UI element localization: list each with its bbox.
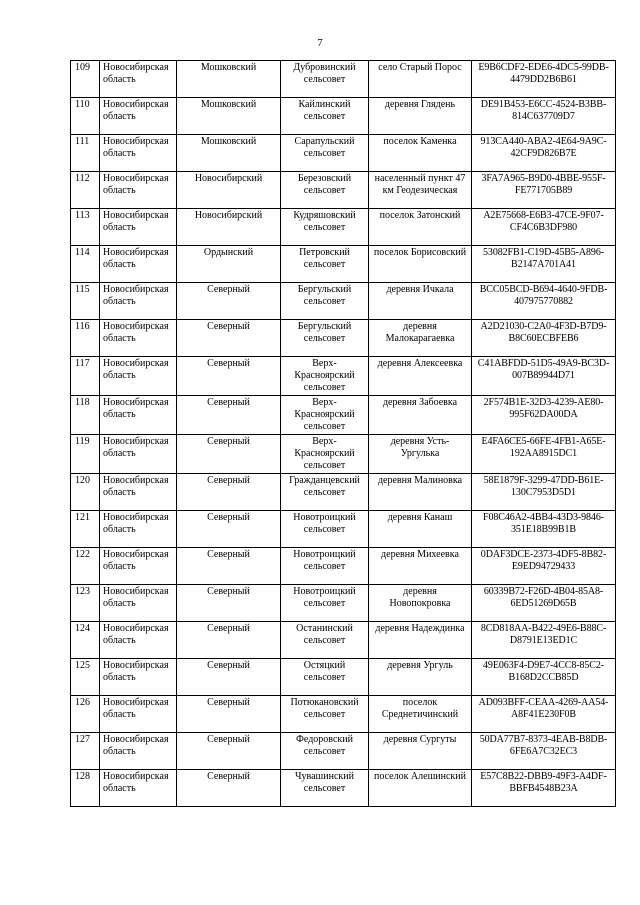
table-row — [71, 209, 616, 246]
district-cell: Новосибирский — [177, 209, 281, 246]
region-cell: Новосибирская область — [100, 548, 177, 585]
council-cell: Новотроицкий сельсовет — [281, 585, 369, 622]
settlement-cell: село Старый Порос — [369, 61, 472, 98]
guid-cell: E4FA6CE5-66FE-4FB1-A65E-192AA8915DC1 — [472, 435, 616, 474]
district-cell: Северный — [177, 585, 281, 622]
row-number: 109 — [71, 61, 100, 98]
district-cell: Северный — [177, 511, 281, 548]
row-number: 118 — [71, 396, 100, 435]
district-cell: Северный — [177, 659, 281, 696]
guid-cell: 3FA7A965-B9D0-4BBE-955F-FE771705B89 — [472, 172, 616, 209]
district-cell: Северный — [177, 696, 281, 733]
row-number: 111 — [71, 135, 100, 172]
settlement-cell: деревня Малокарагаевка — [369, 320, 472, 357]
region-cell: Новосибирская область — [100, 135, 177, 172]
table-row — [71, 659, 616, 696]
settlement-cell: деревня Новопокровка — [369, 585, 472, 622]
guid-cell: 49E063F4-D9E7-4CC8-85C2-B168D2CCB85D — [472, 659, 616, 696]
council-cell: Бергульский сельсовет — [281, 283, 369, 320]
region-cell: Новосибирская область — [100, 396, 177, 435]
council-cell: Чувашинский сельсовет — [281, 770, 369, 807]
table-row — [71, 435, 616, 474]
guid-cell: BCC05BCD-B694-4640-9FDB-407975770882 — [472, 283, 616, 320]
council-cell: Гражданцевский сельсовет — [281, 474, 369, 511]
table-row — [71, 396, 616, 435]
table-row — [71, 61, 616, 98]
region-cell: Новосибирская область — [100, 435, 177, 474]
council-cell: Верх-Красноярский сельсовет — [281, 435, 369, 474]
region-cell: Новосибирская область — [100, 770, 177, 807]
table-row — [71, 98, 616, 135]
guid-cell: A2D21030-C2A0-4F3D-B7D9-B8C60ECBFEB6 — [472, 320, 616, 357]
settlement-cell: поселок Среднетичинский — [369, 696, 472, 733]
row-number: 126 — [71, 696, 100, 733]
table-row — [71, 585, 616, 622]
district-cell: Мошковский — [177, 98, 281, 135]
district-cell: Северный — [177, 357, 281, 396]
row-number: 112 — [71, 172, 100, 209]
table-row — [71, 696, 616, 733]
settlement-cell: поселок Каменка — [369, 135, 472, 172]
region-cell: Новосибирская область — [100, 61, 177, 98]
council-cell: Бергульский сельсовет — [281, 320, 369, 357]
guid-cell: E9B6CDF2-EDE6-4DC5-99DB-4479DD2B6B61 — [472, 61, 616, 98]
row-number: 125 — [71, 659, 100, 696]
region-cell: Новосибирская область — [100, 320, 177, 357]
council-cell: Новотроицкий сельсовет — [281, 548, 369, 585]
row-number: 121 — [71, 511, 100, 548]
council-cell: Сарапульский сельсовет — [281, 135, 369, 172]
settlement-cell: поселок Алешинский — [369, 770, 472, 807]
region-cell: Новосибирская область — [100, 98, 177, 135]
table-row — [71, 135, 616, 172]
council-cell: Кайлинский сельсовет — [281, 98, 369, 135]
district-cell: Северный — [177, 548, 281, 585]
table-row — [71, 246, 616, 283]
table-row — [71, 622, 616, 659]
region-cell: Новосибирская область — [100, 696, 177, 733]
guid-cell: DE91B453-E6CC-4524-B3BB-814C637709D7 — [472, 98, 616, 135]
district-cell: Новосибирский — [177, 172, 281, 209]
settlement-cell: населенный пункт 47 км Геодезическая — [369, 172, 472, 209]
guid-cell: E57C8B22-DBB9-49F3-A4DF-BBFB4548B23A — [472, 770, 616, 807]
district-cell: Северный — [177, 396, 281, 435]
table-row — [71, 548, 616, 585]
guid-cell: 50DA77B7-8373-4EAB-B8DB-6FE6A7C32EC3 — [472, 733, 616, 770]
region-cell: Новосибирская область — [100, 172, 177, 209]
council-cell: Верх-Красноярский сельсовет — [281, 396, 369, 435]
guid-cell: 53082FB1-C19D-45B5-A896-B2147A701A41 — [472, 246, 616, 283]
district-cell: Северный — [177, 283, 281, 320]
settlement-cell: деревня Забоевка — [369, 396, 472, 435]
settlement-cell: деревня Ичкала — [369, 283, 472, 320]
table-row — [71, 733, 616, 770]
guid-cell: 60339B72-F26D-4B04-85A8-6ED51269D65B — [472, 585, 616, 622]
guid-cell: 2F574B1E-32D3-4239-AE80-995F62DA00DA — [472, 396, 616, 435]
guid-cell: AD093BFF-CEAA-4269-AA54-A8F41E230F0B — [472, 696, 616, 733]
district-cell: Северный — [177, 622, 281, 659]
guid-cell: A2E75668-E6B3-47CE-9F07-CF4C6B3DF980 — [472, 209, 616, 246]
table-row — [71, 474, 616, 511]
region-cell: Новосибирская область — [100, 246, 177, 283]
district-cell: Северный — [177, 474, 281, 511]
row-number: 122 — [71, 548, 100, 585]
row-number: 127 — [71, 733, 100, 770]
page-number: 7 — [317, 37, 323, 49]
row-number: 114 — [71, 246, 100, 283]
district-cell: Мошковский — [177, 61, 281, 98]
table-row — [71, 770, 616, 807]
settlement-cell: деревня Алексеевка — [369, 357, 472, 396]
settlement-cell: деревня Надеждинка — [369, 622, 472, 659]
row-number: 124 — [71, 622, 100, 659]
region-cell: Новосибирская область — [100, 622, 177, 659]
row-number: 123 — [71, 585, 100, 622]
row-number: 120 — [71, 474, 100, 511]
settlement-cell: деревня Глядень — [369, 98, 472, 135]
table-row — [71, 320, 616, 357]
council-cell: Березовский сельсовет — [281, 172, 369, 209]
row-number: 119 — [71, 435, 100, 474]
district-cell: Северный — [177, 770, 281, 807]
council-cell: Дубровинский сельсовет — [281, 61, 369, 98]
council-cell: Кудряшовский сельсовет — [281, 209, 369, 246]
region-cell: Новосибирская область — [100, 209, 177, 246]
settlement-cell: поселок Борисовский — [369, 246, 472, 283]
council-cell: Новотроицкий сельсовет — [281, 511, 369, 548]
row-number: 128 — [71, 770, 100, 807]
table-row — [71, 357, 616, 396]
region-cell: Новосибирская область — [100, 659, 177, 696]
settlement-cell: деревня Ургуль — [369, 659, 472, 696]
region-cell: Новосибирская область — [100, 585, 177, 622]
settlement-cell: деревня Сургуты — [369, 733, 472, 770]
settlement-cell: деревня Канаш — [369, 511, 472, 548]
guid-cell: 58E1879F-3299-47DD-B61E-130C7953D5D1 — [472, 474, 616, 511]
council-cell: Останинский сельсовет — [281, 622, 369, 659]
settlement-cell: деревня Михеевка — [369, 548, 472, 585]
row-number: 110 — [71, 98, 100, 135]
table-row — [71, 283, 616, 320]
guid-cell: 913CA440-ABA2-4E64-9A9C-42CF9D826B7E — [472, 135, 616, 172]
settlement-cell: поселок Затонский — [369, 209, 472, 246]
settlement-cell: деревня Усть-Ургулька — [369, 435, 472, 474]
row-number: 113 — [71, 209, 100, 246]
district-cell: Северный — [177, 320, 281, 357]
district-cell: Северный — [177, 435, 281, 474]
council-cell: Остяцкий сельсовет — [281, 659, 369, 696]
council-cell: Федоровский сельсовет — [281, 733, 369, 770]
row-number: 116 — [71, 320, 100, 357]
region-cell: Новосибирская область — [100, 474, 177, 511]
district-cell: Ордынский — [177, 246, 281, 283]
table-body — [71, 61, 616, 807]
settlements-table — [70, 60, 616, 807]
district-cell: Мошковский — [177, 135, 281, 172]
council-cell: Верх-Красноярский сельсовет — [281, 357, 369, 396]
region-cell: Новосибирская область — [100, 733, 177, 770]
guid-cell: 0DAF3DCE-2373-4DF5-8B82-E9ED94729433 — [472, 548, 616, 585]
table-row — [71, 172, 616, 209]
region-cell: Новосибирская область — [100, 283, 177, 320]
council-cell: Петровский сельсовет — [281, 246, 369, 283]
guid-cell: C41ABFDD-51D5-49A9-BC3D-007B89944D71 — [472, 357, 616, 396]
district-cell: Северный — [177, 733, 281, 770]
table-row — [71, 511, 616, 548]
settlement-cell: деревня Малиновка — [369, 474, 472, 511]
row-number: 115 — [71, 283, 100, 320]
guid-cell: 8CD818AA-B422-49E6-B88C-D8791E13ED1C — [472, 622, 616, 659]
region-cell: Новосибирская область — [100, 511, 177, 548]
row-number: 117 — [71, 357, 100, 396]
guid-cell: F08C46A2-4BB4-43D3-9846-351E18B99B1B — [472, 511, 616, 548]
council-cell: Потюкановский сельсовет — [281, 696, 369, 733]
region-cell: Новосибирская область — [100, 357, 177, 396]
